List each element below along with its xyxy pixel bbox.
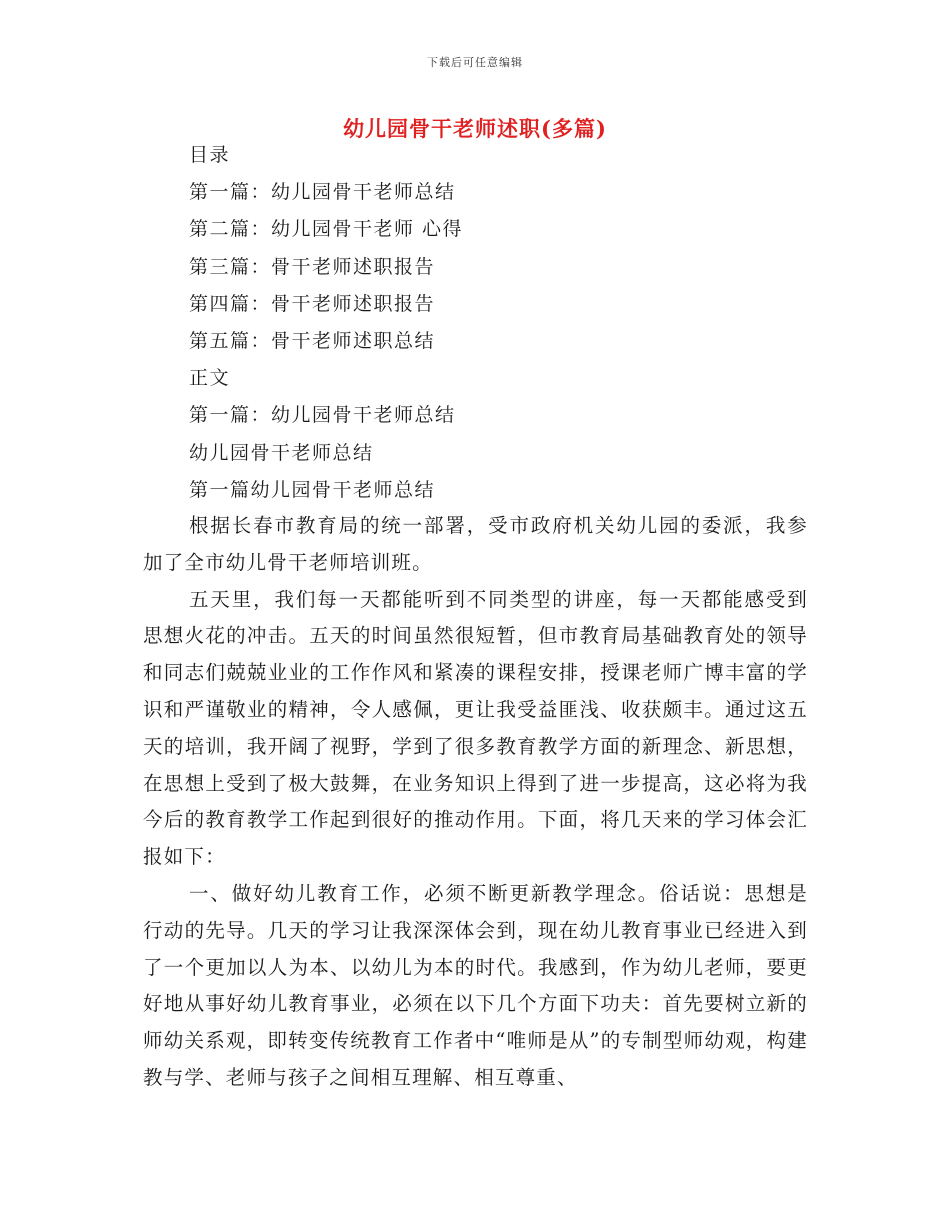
toc-item: 第四篇：骨干老师述职报告 [189,292,436,315]
toc-item: 第二篇：幼儿园骨干老师 心得 [189,218,464,241]
section-subtitle: 第一篇幼儿园骨干老师总结 [189,478,436,501]
table-of-contents [189,137,463,509]
toc-item: 第一篇：幼儿园骨干老师总结 [189,181,456,204]
toc-item: 第三篇：骨干老师述职报告 [189,255,436,278]
paragraph: 一、做好幼儿教育工作，必须不断更新教学理念。俗话说：思想是行动的先导。几天的学习让我深深体会到，现在幼儿教育事业已经进入到了一个更加以人为本、以幼儿为本的时代。我感到，作为幼儿老师，要更好地从事好幼儿教育事业，必须在以下几个方面下功夫：首先要树立新的师幼关系观，即转变传统教育工作者中“唯师是从”的专制型师幼观，构建教与学、老师与孩子之间相互理解、相互尊重、 [143,881,808,1089]
body-text [143,508,808,1097]
document-title: 幼儿园骨干老师述职(多篇) [343,116,607,141]
section-title: 幼儿园骨干老师总结 [189,441,374,464]
paragraph: 根据长春市教育局的统一部署，受市政府机关幼儿园的委派，我参加了全市幼儿骨干老师培训班。 [143,514,808,574]
header-note: 下载后可任意编辑 [427,56,523,69]
toc-item: 第五篇：骨干老师述职总结 [189,330,436,353]
toc-heading: 目录 [189,144,231,166]
section-label: 第一篇：幼儿园骨干老师总结 [189,404,456,427]
paragraph: 五天里，我们每一天都能听到不同类型的讲座，每一天都能感受到思想火花的冲击。五天的时间虽然很短暂，但市教育局基础教育处的领导和同志们兢兢业业的工作作风和紧凑的课程安排，授课老师广博丰富的学识和严谨敬业的精神，令人感佩，更让我受益匪浅、收获颇丰。通过这五天的培训，我开阔了视野，学到了很多教育教学方面的新理念、新思想，在思想上受到了极大鼓舞，在业务知识上得到了进一步提高，这必将为我今后的教育教学工作起到很好的推动作用。下面，将几天来的学习体会汇报如下： [143,587,808,869]
body-heading: 正文 [189,367,231,390]
